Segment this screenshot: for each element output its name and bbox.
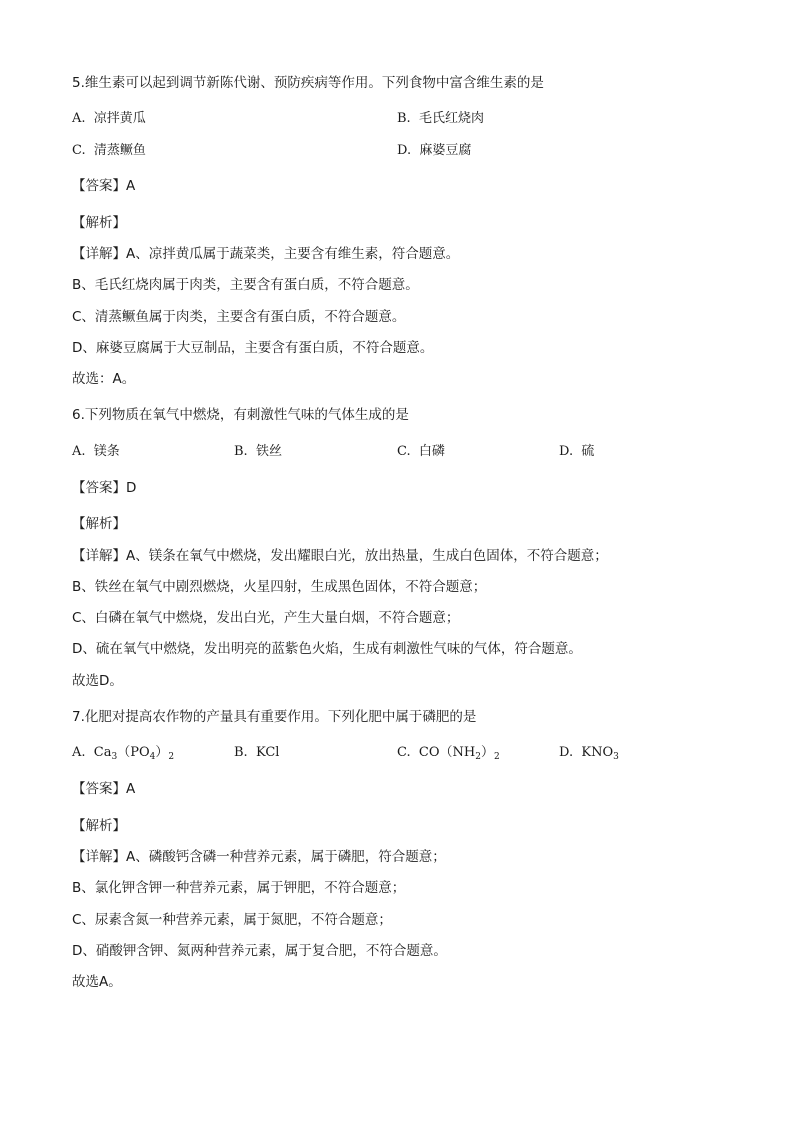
q5-detail-2: B、毛氏红烧肉属于肉类，主要含有蛋白质，不符合题意。 [72, 277, 419, 293]
q7-detail-3: C、尿素含氮一种营养元素，属于氮肥，不符合题意； [72, 912, 392, 928]
formula-part: KNO [581, 745, 614, 760]
q6-option-c-text: 白磷 [418, 444, 445, 459]
formula-part: ） [480, 745, 494, 760]
q5-analysis-tag: 【解析】 [72, 215, 126, 231]
q6-option-c [397, 443, 445, 461]
q7-answer [72, 780, 135, 798]
formula-part: ） [155, 745, 169, 760]
q6-option-c-letter: C. [397, 444, 411, 459]
q7-conclusion: 故选A。 [72, 974, 122, 990]
q5-option-c-text: 清蒸鳜鱼 [93, 143, 146, 158]
q7-analysis-tag: 【解析】 [72, 818, 126, 834]
formula-part: Ca [93, 745, 112, 760]
q6-answer [72, 479, 136, 497]
q5-option-d-letter: D. [397, 143, 412, 158]
q6-analysis-tag: 【解析】 [72, 516, 126, 532]
formula-part: KCl [255, 745, 280, 760]
q7-option-d-formula [581, 745, 618, 760]
q6-stem: 6.下列物质在氧气中燃烧，有刺激性气味的气体生成的是 [72, 407, 409, 423]
q5-answer-value: A [126, 178, 136, 194]
q5-option-b [397, 110, 484, 128]
q5-detail-4: D、麻婆豆腐属于大豆制品，主要含有蛋白质，不符合题意。 [72, 340, 434, 356]
q6-detail-2: B、铁丝在氧气中剧烈燃烧，火星四射，生成黑色固体，不符合题意； [72, 579, 487, 595]
q7-stem: 7.化肥对提高农作物的产量具有重要作用。下列化肥中属于磷肥的是 [72, 709, 477, 725]
q7-option-d [559, 744, 619, 762]
q5-stem: 5.维生素可以起到调节新陈代谢、预防疾病等作用。下列食物中富含维生素的是 [72, 75, 544, 91]
q5-detail-3: C、清蒸鳜鱼属于肉类，主要含有蛋白质，不符合题意。 [72, 309, 406, 325]
q7-answer-value: A [126, 781, 136, 797]
q5-option-a-text: 凉拌黄瓜 [93, 111, 146, 126]
q5-conclusion: 故选：A。 [72, 371, 136, 387]
q5-option-c [72, 142, 146, 160]
q6-detail-1: 【详解】A、镁条在氧气中燃烧，发出耀眼白光，放出热量，生成白色固体，不符合题意； [72, 548, 608, 564]
q5-detail-1: 【详解】A、凉拌黄瓜属于蔬菜类，主要含有维生素，符合题意。 [72, 246, 460, 262]
q6-detail-3: C、白磷在氧气中燃烧，发出白光，产生大量白烟，不符合题意； [72, 610, 460, 626]
q7-detail-4: D、硝酸钾含钾、氮两种营养元素，属于复合肥，不符合题意。 [72, 943, 447, 959]
q7-option-b-formula [256, 745, 279, 760]
q7-option-a-formula [94, 745, 174, 760]
formula-subscript: 2 [168, 752, 175, 762]
q5-option-d [397, 142, 471, 160]
q5-answer-tag: 【答案】 [72, 178, 126, 194]
q6-answer-value: D [126, 480, 137, 496]
q5-option-a [72, 110, 146, 128]
q6-option-d-text: 硫 [581, 444, 595, 459]
q5-option-b-text: 毛氏红烧肉 [418, 111, 484, 126]
q7-option-a [72, 744, 174, 762]
q5-option-d-text: 麻婆豆腐 [419, 143, 472, 158]
q7-option-b [234, 744, 279, 762]
q6-option-a-text: 镁条 [93, 444, 120, 459]
formula-subscript: 2 [475, 752, 481, 762]
q6-option-b-text: 铁丝 [255, 444, 282, 459]
formula-subscript: 3 [613, 752, 619, 762]
formula-part: （PO [117, 745, 150, 760]
q5-option-c-letter: C. [72, 143, 86, 158]
formula-subscript: 3 [111, 752, 118, 762]
q6-conclusion: 故选D。 [72, 673, 123, 689]
q5-option-b-letter: B. [397, 111, 411, 126]
q7-option-a-letter: A. [72, 745, 86, 760]
q5-answer [72, 177, 135, 195]
q6-option-b [234, 443, 282, 461]
formula-subscript: 4 [149, 752, 156, 762]
q6-option-d-letter: D. [559, 444, 574, 459]
q5-option-a-letter: A. [72, 111, 86, 126]
q7-detail-1: 【详解】A、磷酸钙含磷一种营养元素，属于磷肥，符合题意； [72, 849, 446, 865]
q6-option-a-letter: A. [72, 444, 86, 459]
q7-option-b-letter: B. [234, 745, 248, 760]
formula-part: CO（NH [418, 745, 476, 760]
q6-option-b-letter: B. [234, 444, 248, 459]
formula-subscript: 2 [493, 752, 500, 762]
q7-option-d-letter: D. [559, 745, 574, 760]
q6-answer-tag: 【答案】 [72, 480, 126, 496]
q7-option-c-formula [419, 745, 500, 760]
q7-option-c-letter: C. [397, 745, 411, 760]
q7-answer-tag: 【答案】 [72, 781, 126, 797]
q7-option-c [397, 744, 500, 762]
q7-detail-2: B、氯化钾含钾一种营养元素，属于钾肥，不符合题意； [72, 880, 406, 896]
q6-detail-4: D、硫在氧气中燃烧，发出明亮的蓝紫色火焰，生成有刺激性气味的气体，符合题意。 [72, 641, 582, 657]
q6-option-a [72, 443, 120, 461]
q6-option-d [559, 443, 594, 461]
